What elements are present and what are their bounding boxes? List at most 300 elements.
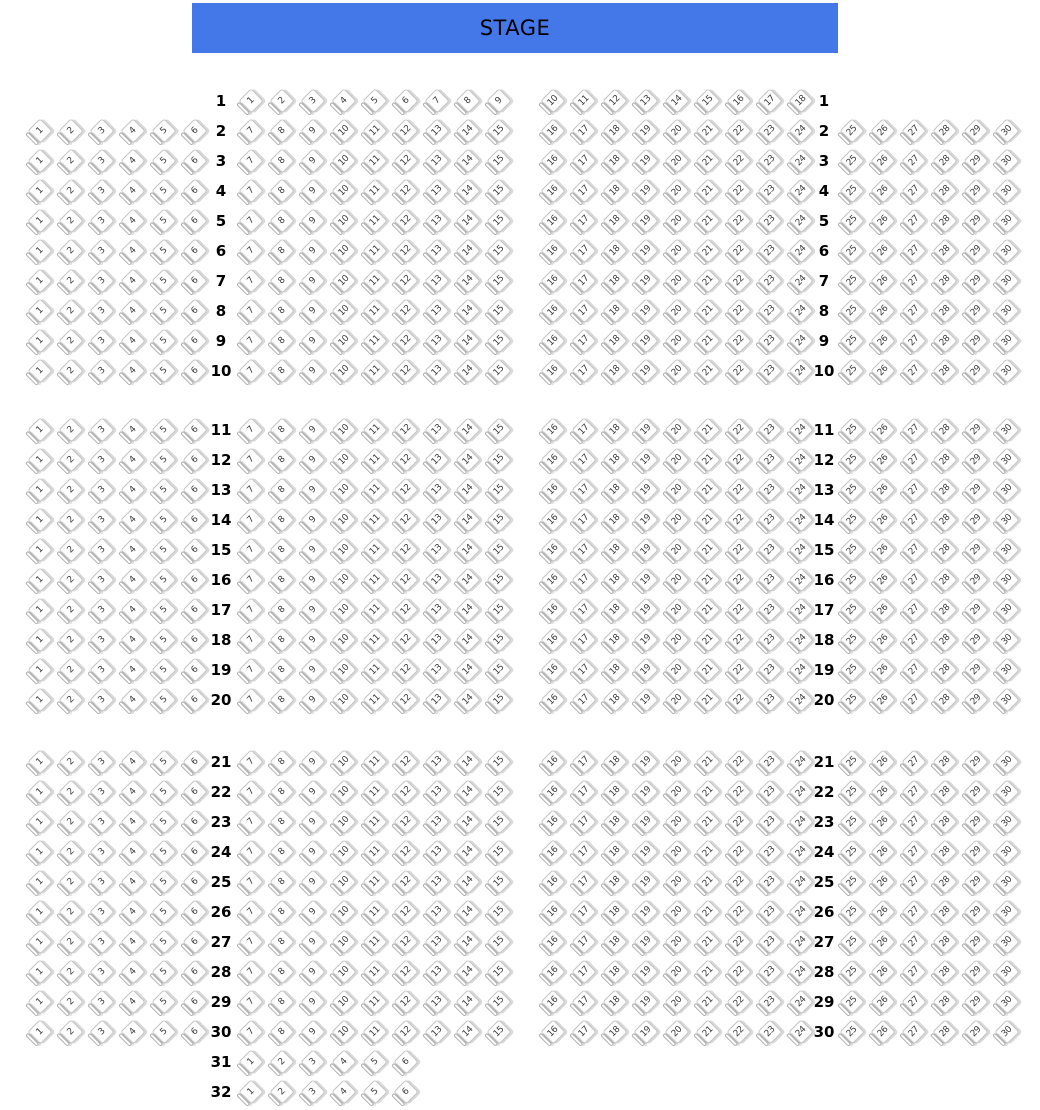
- seat[interactable]: [839, 1019, 864, 1044]
- seat[interactable]: [182, 447, 207, 472]
- seat[interactable]: [788, 477, 813, 502]
- seat[interactable]: [664, 779, 689, 804]
- seat[interactable]: [269, 687, 294, 712]
- seat[interactable]: [331, 899, 356, 924]
- seat[interactable]: [757, 959, 782, 984]
- seat[interactable]: [393, 537, 418, 562]
- seat[interactable]: [540, 839, 565, 864]
- seat[interactable]: [362, 929, 387, 954]
- seat[interactable]: [300, 749, 325, 774]
- seat[interactable]: [664, 749, 689, 774]
- seat[interactable]: [870, 417, 895, 442]
- seat[interactable]: [89, 657, 114, 682]
- seat[interactable]: [994, 929, 1019, 954]
- seat[interactable]: [994, 178, 1019, 203]
- seat[interactable]: [486, 687, 511, 712]
- seat[interactable]: [89, 839, 114, 864]
- seat[interactable]: [870, 268, 895, 293]
- seat[interactable]: [870, 447, 895, 472]
- seat[interactable]: [695, 298, 720, 323]
- seat[interactable]: [757, 597, 782, 622]
- seat[interactable]: [151, 839, 176, 864]
- seat[interactable]: [540, 929, 565, 954]
- seat[interactable]: [89, 507, 114, 532]
- seat[interactable]: [393, 358, 418, 383]
- seat[interactable]: [120, 268, 145, 293]
- seat[interactable]: [27, 567, 52, 592]
- seat[interactable]: [182, 298, 207, 323]
- seat[interactable]: [455, 869, 480, 894]
- seat[interactable]: [602, 749, 627, 774]
- seat[interactable]: [58, 567, 83, 592]
- seat[interactable]: [362, 507, 387, 532]
- seat[interactable]: [540, 417, 565, 442]
- seat[interactable]: [182, 869, 207, 894]
- seat[interactable]: [963, 328, 988, 353]
- seat[interactable]: [424, 869, 449, 894]
- seat[interactable]: [870, 627, 895, 652]
- seat[interactable]: [726, 417, 751, 442]
- seat[interactable]: [331, 238, 356, 263]
- seat[interactable]: [300, 88, 325, 113]
- seat[interactable]: [362, 148, 387, 173]
- seat[interactable]: [664, 687, 689, 712]
- seat[interactable]: [182, 477, 207, 502]
- seat[interactable]: [238, 929, 263, 954]
- seat[interactable]: [695, 417, 720, 442]
- seat[interactable]: [300, 208, 325, 233]
- seat[interactable]: [27, 208, 52, 233]
- seat[interactable]: [901, 989, 926, 1014]
- seat[interactable]: [963, 627, 988, 652]
- seat[interactable]: [726, 328, 751, 353]
- seat[interactable]: [238, 238, 263, 263]
- seat[interactable]: [89, 298, 114, 323]
- seat[interactable]: [695, 328, 720, 353]
- seat[interactable]: [788, 749, 813, 774]
- seat[interactable]: [788, 118, 813, 143]
- seat[interactable]: [901, 597, 926, 622]
- seat[interactable]: [602, 447, 627, 472]
- seat[interactable]: [27, 869, 52, 894]
- seat[interactable]: [362, 268, 387, 293]
- seat[interactable]: [726, 178, 751, 203]
- seat[interactable]: [120, 507, 145, 532]
- seat[interactable]: [963, 477, 988, 502]
- seat[interactable]: [393, 88, 418, 113]
- seat[interactable]: [362, 417, 387, 442]
- seat[interactable]: [726, 899, 751, 924]
- seat[interactable]: [664, 148, 689, 173]
- seat[interactable]: [726, 959, 751, 984]
- seat[interactable]: [182, 208, 207, 233]
- seat[interactable]: [331, 567, 356, 592]
- seat[interactable]: [58, 417, 83, 442]
- seat[interactable]: [757, 358, 782, 383]
- seat[interactable]: [393, 779, 418, 804]
- seat[interactable]: [486, 657, 511, 682]
- seat[interactable]: [58, 657, 83, 682]
- seat[interactable]: [120, 899, 145, 924]
- seat[interactable]: [726, 447, 751, 472]
- seat[interactable]: [994, 989, 1019, 1014]
- seat[interactable]: [540, 627, 565, 652]
- seat[interactable]: [393, 1049, 418, 1074]
- seat[interactable]: [182, 929, 207, 954]
- seat[interactable]: [238, 447, 263, 472]
- seat[interactable]: [994, 238, 1019, 263]
- seat[interactable]: [151, 627, 176, 652]
- seat[interactable]: [695, 88, 720, 113]
- seat[interactable]: [633, 88, 658, 113]
- seat[interactable]: [455, 657, 480, 682]
- seat[interactable]: [870, 208, 895, 233]
- seat[interactable]: [695, 839, 720, 864]
- seat[interactable]: [393, 507, 418, 532]
- seat[interactable]: [726, 929, 751, 954]
- seat[interactable]: [994, 447, 1019, 472]
- seat[interactable]: [120, 298, 145, 323]
- seat[interactable]: [788, 959, 813, 984]
- seat[interactable]: [757, 88, 782, 113]
- seat[interactable]: [238, 1019, 263, 1044]
- seat[interactable]: [664, 899, 689, 924]
- seat[interactable]: [182, 268, 207, 293]
- seat[interactable]: [839, 899, 864, 924]
- seat[interactable]: [238, 358, 263, 383]
- seat[interactable]: [238, 687, 263, 712]
- seat[interactable]: [27, 899, 52, 924]
- seat[interactable]: [27, 839, 52, 864]
- seat[interactable]: [300, 118, 325, 143]
- seat[interactable]: [571, 567, 596, 592]
- seat[interactable]: [571, 869, 596, 894]
- seat[interactable]: [269, 447, 294, 472]
- seat[interactable]: [486, 148, 511, 173]
- seat[interactable]: [788, 537, 813, 562]
- seat[interactable]: [486, 238, 511, 263]
- seat[interactable]: [963, 959, 988, 984]
- seat[interactable]: [540, 597, 565, 622]
- seat[interactable]: [331, 358, 356, 383]
- seat[interactable]: [182, 749, 207, 774]
- seat[interactable]: [58, 1019, 83, 1044]
- seat[interactable]: [58, 929, 83, 954]
- seat[interactable]: [27, 477, 52, 502]
- seat[interactable]: [963, 447, 988, 472]
- seat[interactable]: [182, 178, 207, 203]
- seat[interactable]: [300, 1079, 325, 1104]
- seat[interactable]: [901, 779, 926, 804]
- seat[interactable]: [571, 899, 596, 924]
- seat[interactable]: [757, 507, 782, 532]
- seat[interactable]: [695, 358, 720, 383]
- seat[interactable]: [870, 749, 895, 774]
- seat[interactable]: [424, 899, 449, 924]
- seat[interactable]: [151, 208, 176, 233]
- seat[interactable]: [633, 809, 658, 834]
- seat[interactable]: [182, 657, 207, 682]
- seat[interactable]: [455, 597, 480, 622]
- seat[interactable]: [269, 298, 294, 323]
- seat[interactable]: [963, 687, 988, 712]
- seat[interactable]: [633, 238, 658, 263]
- seat[interactable]: [901, 178, 926, 203]
- seat[interactable]: [901, 507, 926, 532]
- seat[interactable]: [994, 1019, 1019, 1044]
- seat[interactable]: [901, 148, 926, 173]
- seat[interactable]: [602, 148, 627, 173]
- seat[interactable]: [726, 238, 751, 263]
- seat[interactable]: [331, 989, 356, 1014]
- seat[interactable]: [27, 749, 52, 774]
- seat[interactable]: [269, 477, 294, 502]
- seat[interactable]: [58, 627, 83, 652]
- seat[interactable]: [839, 417, 864, 442]
- seat[interactable]: [238, 989, 263, 1014]
- seat[interactable]: [870, 507, 895, 532]
- seat[interactable]: [664, 268, 689, 293]
- seat[interactable]: [633, 989, 658, 1014]
- seat[interactable]: [486, 809, 511, 834]
- seat[interactable]: [393, 657, 418, 682]
- seat[interactable]: [695, 477, 720, 502]
- seat[interactable]: [182, 779, 207, 804]
- seat[interactable]: [757, 268, 782, 293]
- seat[interactable]: [486, 358, 511, 383]
- seat[interactable]: [695, 447, 720, 472]
- seat[interactable]: [932, 208, 957, 233]
- seat[interactable]: [788, 447, 813, 472]
- seat[interactable]: [788, 869, 813, 894]
- seat[interactable]: [788, 328, 813, 353]
- seat[interactable]: [757, 869, 782, 894]
- seat[interactable]: [238, 657, 263, 682]
- seat[interactable]: [994, 118, 1019, 143]
- seat[interactable]: [424, 627, 449, 652]
- seat[interactable]: [120, 809, 145, 834]
- seat[interactable]: [151, 298, 176, 323]
- seat[interactable]: [664, 537, 689, 562]
- seat[interactable]: [58, 959, 83, 984]
- seat[interactable]: [571, 627, 596, 652]
- seat[interactable]: [994, 567, 1019, 592]
- seat[interactable]: [269, 88, 294, 113]
- seat[interactable]: [455, 1019, 480, 1044]
- seat[interactable]: [695, 989, 720, 1014]
- seat[interactable]: [362, 597, 387, 622]
- seat[interactable]: [331, 477, 356, 502]
- seat[interactable]: [269, 268, 294, 293]
- seat[interactable]: [269, 929, 294, 954]
- seat[interactable]: [870, 118, 895, 143]
- seat[interactable]: [455, 238, 480, 263]
- seat[interactable]: [870, 899, 895, 924]
- seat[interactable]: [300, 238, 325, 263]
- seat[interactable]: [27, 989, 52, 1014]
- seat[interactable]: [424, 1019, 449, 1044]
- seat[interactable]: [540, 959, 565, 984]
- seat[interactable]: [58, 597, 83, 622]
- seat[interactable]: [932, 268, 957, 293]
- seat[interactable]: [182, 1019, 207, 1044]
- seat[interactable]: [757, 929, 782, 954]
- seat[interactable]: [540, 328, 565, 353]
- seat[interactable]: [362, 627, 387, 652]
- seat[interactable]: [27, 687, 52, 712]
- seat[interactable]: [393, 899, 418, 924]
- seat[interactable]: [540, 899, 565, 924]
- seat[interactable]: [362, 749, 387, 774]
- seat[interactable]: [602, 809, 627, 834]
- seat[interactable]: [932, 567, 957, 592]
- seat[interactable]: [455, 298, 480, 323]
- seat[interactable]: [486, 959, 511, 984]
- seat[interactable]: [839, 567, 864, 592]
- seat[interactable]: [994, 298, 1019, 323]
- seat[interactable]: [300, 358, 325, 383]
- seat[interactable]: [870, 657, 895, 682]
- seat[interactable]: [58, 687, 83, 712]
- seat[interactable]: [89, 989, 114, 1014]
- seat[interactable]: [151, 537, 176, 562]
- seat[interactable]: [602, 899, 627, 924]
- seat[interactable]: [486, 627, 511, 652]
- seat[interactable]: [362, 537, 387, 562]
- seat[interactable]: [571, 1019, 596, 1044]
- seat[interactable]: [870, 839, 895, 864]
- seat[interactable]: [89, 899, 114, 924]
- seat[interactable]: [151, 268, 176, 293]
- seat[interactable]: [571, 749, 596, 774]
- seat[interactable]: [238, 537, 263, 562]
- seat[interactable]: [571, 477, 596, 502]
- seat[interactable]: [664, 328, 689, 353]
- seat[interactable]: [455, 358, 480, 383]
- seat[interactable]: [269, 1079, 294, 1104]
- seat[interactable]: [362, 88, 387, 113]
- seat[interactable]: [901, 417, 926, 442]
- seat[interactable]: [901, 268, 926, 293]
- seat[interactable]: [331, 328, 356, 353]
- seat[interactable]: [300, 447, 325, 472]
- seat[interactable]: [151, 447, 176, 472]
- seat[interactable]: [393, 809, 418, 834]
- seat[interactable]: [269, 657, 294, 682]
- seat[interactable]: [58, 118, 83, 143]
- seat[interactable]: [238, 148, 263, 173]
- seat[interactable]: [932, 989, 957, 1014]
- seat[interactable]: [120, 929, 145, 954]
- seat[interactable]: [182, 328, 207, 353]
- seat[interactable]: [424, 567, 449, 592]
- seat[interactable]: [571, 929, 596, 954]
- seat[interactable]: [839, 298, 864, 323]
- seat[interactable]: [994, 148, 1019, 173]
- seat[interactable]: [994, 869, 1019, 894]
- seat[interactable]: [757, 178, 782, 203]
- seat[interactable]: [571, 88, 596, 113]
- seat[interactable]: [633, 328, 658, 353]
- seat[interactable]: [424, 779, 449, 804]
- seat[interactable]: [932, 929, 957, 954]
- seat[interactable]: [486, 268, 511, 293]
- seat[interactable]: [602, 328, 627, 353]
- seat[interactable]: [27, 507, 52, 532]
- seat[interactable]: [331, 178, 356, 203]
- seat[interactable]: [633, 959, 658, 984]
- seat[interactable]: [455, 507, 480, 532]
- seat[interactable]: [870, 178, 895, 203]
- seat[interactable]: [238, 507, 263, 532]
- seat[interactable]: [331, 809, 356, 834]
- seat[interactable]: [238, 627, 263, 652]
- seat[interactable]: [58, 537, 83, 562]
- seat[interactable]: [269, 208, 294, 233]
- seat[interactable]: [602, 657, 627, 682]
- seat[interactable]: [300, 959, 325, 984]
- seat[interactable]: [788, 627, 813, 652]
- seat[interactable]: [331, 537, 356, 562]
- seat[interactable]: [839, 238, 864, 263]
- seat[interactable]: [424, 268, 449, 293]
- seat[interactable]: [362, 298, 387, 323]
- seat[interactable]: [695, 749, 720, 774]
- seat[interactable]: [664, 597, 689, 622]
- seat[interactable]: [726, 567, 751, 592]
- seat[interactable]: [120, 208, 145, 233]
- seat[interactable]: [393, 238, 418, 263]
- seat[interactable]: [362, 208, 387, 233]
- seat[interactable]: [300, 839, 325, 864]
- seat[interactable]: [932, 899, 957, 924]
- seat[interactable]: [788, 148, 813, 173]
- seat[interactable]: [633, 417, 658, 442]
- seat[interactable]: [89, 208, 114, 233]
- seat[interactable]: [726, 1019, 751, 1044]
- seat[interactable]: [151, 687, 176, 712]
- seat[interactable]: [27, 959, 52, 984]
- seat[interactable]: [602, 88, 627, 113]
- seat[interactable]: [58, 869, 83, 894]
- seat[interactable]: [269, 417, 294, 442]
- seat[interactable]: [300, 417, 325, 442]
- seat[interactable]: [300, 779, 325, 804]
- seat[interactable]: [757, 989, 782, 1014]
- seat[interactable]: [602, 118, 627, 143]
- seat[interactable]: [331, 929, 356, 954]
- seat[interactable]: [89, 567, 114, 592]
- seat[interactable]: [788, 929, 813, 954]
- seat[interactable]: [757, 447, 782, 472]
- seat[interactable]: [901, 809, 926, 834]
- seat[interactable]: [994, 358, 1019, 383]
- seat[interactable]: [695, 178, 720, 203]
- seat[interactable]: [571, 839, 596, 864]
- seat[interactable]: [932, 839, 957, 864]
- seat[interactable]: [571, 597, 596, 622]
- seat[interactable]: [424, 597, 449, 622]
- seat[interactable]: [633, 507, 658, 532]
- seat[interactable]: [726, 88, 751, 113]
- seat[interactable]: [963, 899, 988, 924]
- seat[interactable]: [994, 627, 1019, 652]
- seat[interactable]: [932, 869, 957, 894]
- seat[interactable]: [89, 358, 114, 383]
- seat[interactable]: [300, 507, 325, 532]
- seat[interactable]: [870, 1019, 895, 1044]
- seat[interactable]: [963, 809, 988, 834]
